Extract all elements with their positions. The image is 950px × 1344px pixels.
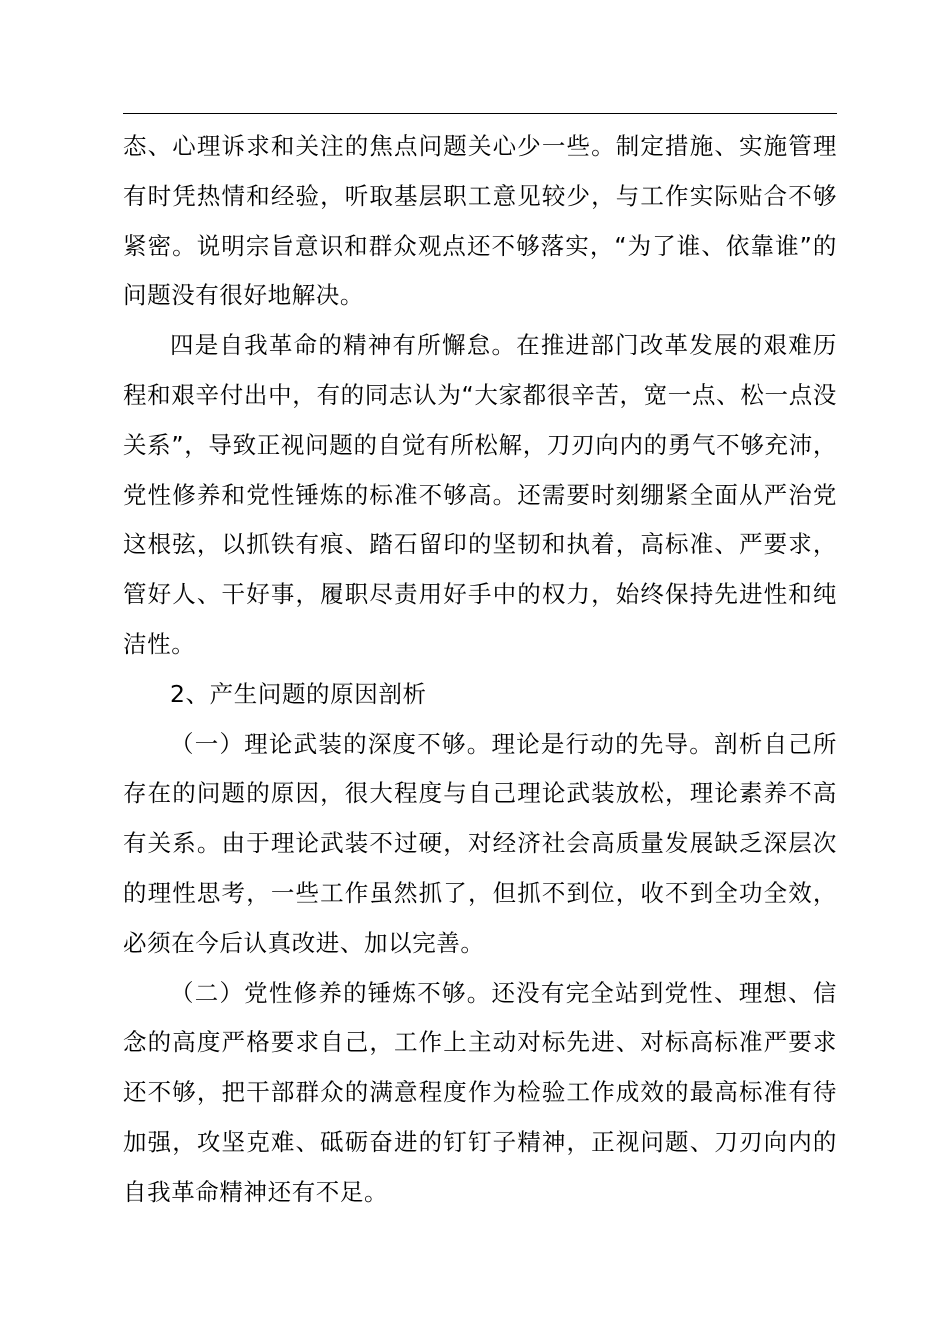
paragraph-party-spirit: （二）党性修养的锤炼不够。还没有完全站到党性、理想、信念的高度严格要求自己，工作上主动对标先进、对标高标准严要求还不够，把干部群众的满意程度作为检验工作成效的最高标准有待加强，攻坚克难、砥砺奋进的钉钉子精神，正视问题、刀刃向内的自我革命精神还有不足。 <box>123 978 837 1206</box>
paragraph-continuation: 态、心理诉求和关注的焦点问题关心少一些。制定措施、实施管理有时凭热情和经验，听取基层职工意见较少，与工作实际贴合不够紧密。说明宗旨意识和群众观点还不够落实，“为了谁、依靠谁”的问题没有很好地解决。 <box>123 132 837 310</box>
header-rule <box>123 113 837 114</box>
paragraph-self-revolution: 四是自我革命的精神有所懈怠。在推进部门改革发展的艰难历程和艰辛付出中，有的同志认为“大家都很辛苦，宽一点、松一点没关系”，导致正视问题的自觉有所松解，刀刃向内的勇气不够充沛，党性修养和党性锤炼的标准不够高。还需要时刻绷紧全面从严治党这根弦，以抓铁有痕、踏石留印的坚韧和执着，高标准、严要求，管好人、干好事，履职尽责用好手中的权力，始终保持先进性和纯洁性。 <box>123 331 837 658</box>
paragraph-theory-armament: （一）理论武装的深度不够。理论是行动的先导。剖析自己所存在的问题的原因，很大程度与自己理论武装放松，理论素养不高有关系。由于理论武装不过硬，对经济社会高质量发展缺乏深层次的理性思考，一些工作虽然抓了，但抓不到位，收不到全功全效，必须在今后认真改进、加以完善。 <box>123 729 837 957</box>
section-heading-cause-analysis: 2、产生问题的原因剖析 <box>170 679 427 708</box>
document-body <box>123 122 837 1218</box>
